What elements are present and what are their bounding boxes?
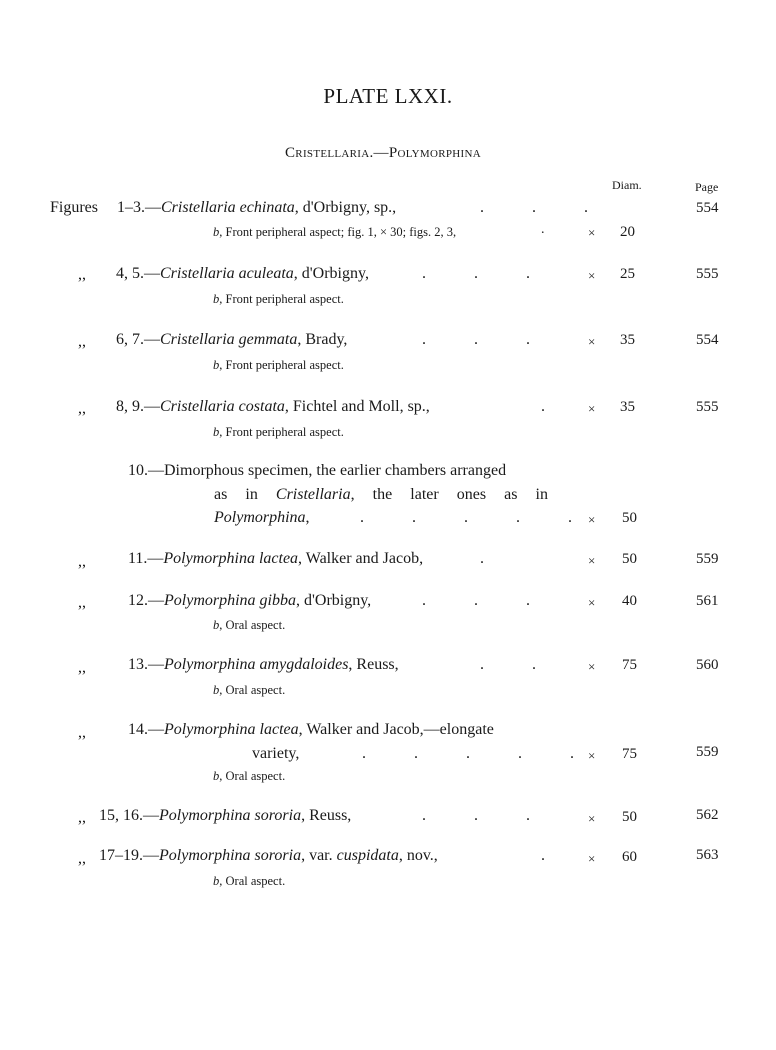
entry-line [116, 398, 430, 416]
sub-letter: b [213, 874, 220, 888]
entry-page: 563 [696, 847, 719, 863]
entry-figs: 15, 16. [99, 807, 143, 824]
sub-letter: b [213, 292, 220, 306]
species-name: Polymorphina lactea [164, 721, 299, 738]
species-name: Polymorphina amygdaloides [164, 656, 349, 673]
entry-diam: 40 [622, 593, 637, 609]
magnification-mark: × [588, 659, 596, 674]
sub-letter: b [213, 769, 220, 783]
entry-sub-caption: b, Oral aspect. [213, 618, 286, 632]
text-part: , the later ones as in [350, 486, 548, 503]
magnification-mark: × [588, 748, 596, 763]
leader-dots: . . . . . [360, 509, 572, 526]
leader-dots: . . . [422, 592, 530, 609]
entry-figs: 11. [128, 550, 148, 567]
plate-subtitle [0, 145, 766, 162]
magnification-mark: × [588, 811, 596, 826]
entry-sub-caption: b, Front peripheral aspect; fig. 1, × 30; figs. 2, 3, [213, 225, 457, 239]
sub-letter: b [213, 358, 220, 372]
sub-letter: b [213, 225, 220, 239]
magnification-mark: × [588, 512, 596, 527]
species-author: , nov., [398, 847, 438, 864]
leader-dots: . [541, 222, 545, 237]
species-author: , Reuss, [348, 656, 399, 673]
entry-line [99, 847, 438, 865]
entry-diam: 50 [622, 510, 637, 526]
text-part: , [305, 509, 310, 526]
entry-page: 554 [696, 200, 719, 216]
entry-figs: 4, 5. [116, 265, 144, 282]
entry-sub-caption: b, Oral aspect. [213, 874, 286, 888]
magnification-mark: × [588, 553, 596, 568]
entry-prefix: ,, [78, 266, 86, 283]
entry-figs: 1–3. [117, 199, 145, 216]
entry-figs: 10. [128, 462, 148, 479]
species-author: , Walker and Jacob,—elongate [298, 721, 494, 738]
entry-page: 559 [696, 551, 719, 567]
entry-prefix: ,, [78, 400, 86, 417]
species-author: , Brady, [297, 331, 348, 348]
entry-page: 555 [696, 399, 719, 415]
species-author: , Fichtel and Moll, sp., [284, 398, 430, 415]
entry-line [116, 265, 369, 283]
entry-page: 554 [696, 332, 719, 348]
magnification-mark: × [588, 334, 596, 349]
species-name: Cristellaria aculeata [160, 265, 294, 282]
entry-line-2 [214, 486, 548, 504]
entry-sub-caption: b, Oral aspect. [213, 769, 286, 783]
species-name: Cristellaria costata [160, 398, 285, 415]
entry-line [128, 550, 423, 568]
entry-dash: — [148, 462, 164, 479]
entry-diam: 35 [620, 399, 635, 415]
text-part: as in [214, 486, 276, 503]
entry-page: 559 [696, 744, 719, 760]
leader-dots: . . . . . [362, 745, 574, 762]
entry-prefix: ,, [78, 333, 86, 350]
entry-page: 562 [696, 807, 719, 823]
entry-figs: 14. [128, 721, 148, 738]
magnification-mark: × [588, 225, 596, 240]
leader-dots: . . . [422, 807, 530, 824]
entry-dash: — [143, 847, 159, 864]
leader-dots: . . . [422, 331, 530, 348]
entry-sub-caption: b, Front peripheral aspect. [213, 358, 344, 372]
leader-dots: . [541, 847, 545, 864]
entry-figs: 13. [128, 656, 148, 673]
species-name: Polymorphina lactea [163, 550, 299, 567]
species-author: , d'Orbigny, [293, 265, 369, 282]
entry-line [99, 807, 351, 825]
leader-dots: . . . [422, 265, 530, 282]
entry-figs: 6, 7. [116, 331, 144, 348]
entry-line [116, 331, 347, 349]
sub-letter: b [213, 683, 220, 697]
species-author: , Walker and Jacob, [298, 550, 424, 567]
subtitle-separator: .— [369, 145, 389, 161]
species-name: Polymorphina sororia [159, 847, 302, 864]
species-name: Cristellaria echinata [161, 199, 295, 216]
leader-dots: . [541, 398, 545, 415]
entry-diam: 20 [620, 224, 635, 240]
entry-page: 561 [696, 593, 719, 609]
subtitle-genus-2: Polymorphina [388, 145, 481, 161]
entry-page: 555 [696, 266, 719, 282]
genus-name: Polymorphina [214, 509, 306, 526]
entry-diam: 60 [622, 849, 637, 865]
entry-prefix: ,, [78, 724, 86, 741]
entry-figs: 12. [128, 592, 148, 609]
entry-line [128, 592, 371, 610]
species-name: Polymorphina sororia [159, 807, 302, 824]
entry-diam: 25 [620, 266, 635, 282]
entry-line [128, 462, 506, 480]
magnification-mark: × [588, 268, 596, 283]
species-name: Cristellaria gemmata [160, 331, 298, 348]
species-author: , Reuss, [301, 807, 352, 824]
entry-description: Dimorphous specimen, the earlier chambers arranged [164, 462, 507, 479]
leader-dots: . . . [480, 199, 588, 216]
leader-dots: . [480, 550, 484, 567]
sub-letter: b [213, 618, 220, 632]
entry-dash: — [143, 807, 159, 824]
species-author: , d'Orbigny, [296, 592, 372, 609]
sub-letter: b [213, 425, 220, 439]
entry-diam: 75 [622, 657, 637, 673]
entry-prefix: Figures [50, 199, 98, 216]
entry-diam: 75 [622, 746, 637, 762]
entry-line [128, 721, 494, 739]
entry-sub-caption: b, Front peripheral aspect. [213, 425, 344, 439]
entry-prefix: ,, [78, 809, 86, 826]
magnification-mark: × [588, 401, 596, 416]
entry-line [117, 199, 396, 217]
entry-figs: 17–19. [99, 847, 143, 864]
entry-prefix: ,, [78, 594, 86, 611]
species-name: Polymorphina gibba [164, 592, 296, 609]
leader-dots: . . [480, 656, 536, 673]
entry-dash: — [148, 656, 164, 673]
magnification-mark: × [588, 595, 596, 610]
header-diam: Diam. [612, 178, 642, 192]
entry-dash: — [144, 265, 160, 282]
genus-name: Cristellaria [275, 486, 351, 503]
entry-prefix: ,, [78, 850, 86, 867]
entry-line-2: variety, [252, 745, 300, 762]
entry-diam: 50 [622, 551, 637, 567]
entry-sub-caption: b, Front peripheral aspect. [213, 292, 344, 306]
entry-figs: 8, 9. [116, 398, 144, 415]
header-page: Page [695, 180, 719, 194]
entry-diam: 35 [620, 332, 635, 348]
entry-dash: — [147, 550, 164, 567]
variety-name: cuspidata [336, 847, 399, 864]
entry-page: 560 [696, 657, 719, 673]
entry-dash: — [144, 331, 160, 348]
entry-sub-caption: b, Oral aspect. [213, 683, 286, 697]
plate-title: PLATE LXXI. [323, 84, 453, 108]
subtitle-genus-1: Cristellaria [285, 145, 370, 161]
species-author: , d'Orbigny, sp., [294, 199, 397, 216]
magnification-mark: × [588, 851, 596, 866]
entry-prefix: ,, [78, 553, 86, 570]
entry-line-3 [214, 509, 310, 527]
entry-dash: — [148, 592, 164, 609]
entry-diam: 50 [622, 809, 637, 825]
entry-dash: — [148, 721, 164, 738]
entry-prefix: ,, [78, 659, 86, 676]
entry-dash: — [144, 398, 160, 415]
species-author: , var. [301, 847, 337, 864]
entry-line [128, 656, 399, 674]
entry-dash: — [145, 199, 161, 216]
